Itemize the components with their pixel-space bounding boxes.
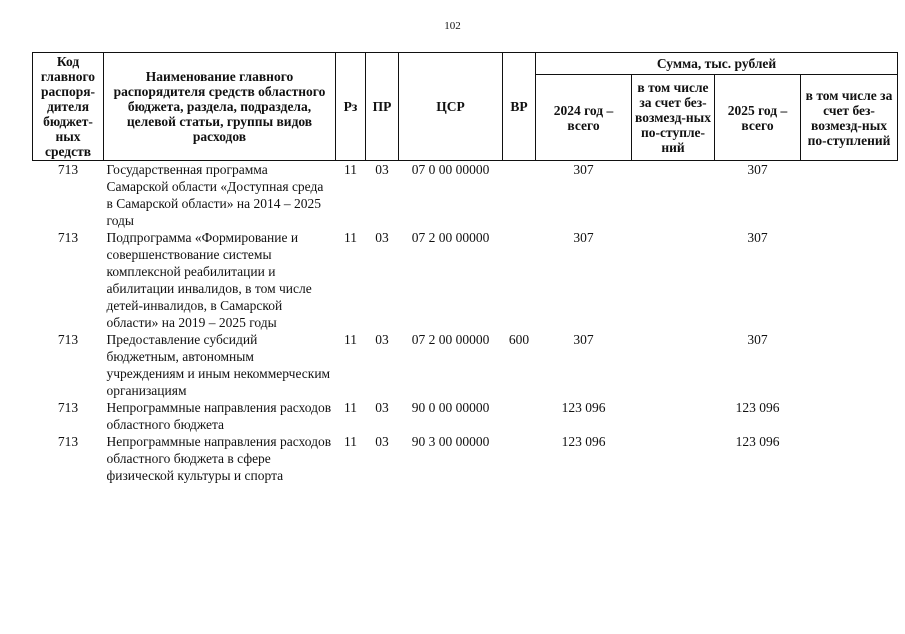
cell-2025-grants	[801, 331, 898, 399]
header-pr: ПР	[366, 53, 399, 161]
cell-name: Непрограммные направления расходов областного бюджета в сфере физической культуры и спорта	[106, 434, 332, 483]
cell-2025-total: 307	[747, 332, 768, 347]
cell-code: 713	[57, 332, 79, 347]
header-code: Код главного распоря-дителя бюджет-ных средств	[33, 53, 104, 161]
cell-csr: 07 0 00 00000	[411, 162, 490, 177]
cell-2024-grants	[632, 433, 715, 484]
cell-pr: 03	[375, 434, 389, 449]
header-csr: ЦСР	[399, 53, 503, 161]
header-name: Наименование главного распорядителя средств областного бюджета, раздела, подраздела, целевой статьи, группы видов расходов	[104, 53, 336, 161]
header-sum: Сумма, тыс. рублей	[536, 53, 898, 75]
cell-2024-total: 123 096	[561, 434, 606, 449]
table-row	[33, 399, 898, 433]
cell-pr: 03	[375, 400, 389, 415]
cell-2025-total: 123 096	[735, 434, 780, 449]
table-body	[33, 161, 898, 485]
table-row	[33, 433, 898, 484]
cell-2025-grants	[801, 399, 898, 433]
cell-csr: 90 3 00 00000	[411, 434, 490, 449]
cell-2024-grants	[632, 229, 715, 331]
table-row	[33, 331, 898, 399]
budget-table	[32, 52, 898, 484]
cell-name: Непрограммные направления расходов областного бюджета	[106, 400, 332, 432]
header-2025-total: 2025 год – всего	[715, 75, 801, 161]
cell-rz: 11	[344, 332, 357, 347]
table-row	[33, 161, 898, 230]
page-number: 102	[444, 20, 461, 32]
cell-rz: 11	[344, 434, 357, 449]
cell-vr	[503, 161, 536, 230]
header-rz: Рз	[336, 53, 366, 161]
cell-2024-grants	[632, 399, 715, 433]
cell-rz: 11	[344, 230, 357, 245]
cell-csr: 90 0 00 00000	[411, 400, 490, 415]
cell-2024-total: 123 096	[561, 400, 606, 415]
header-vr: ВР	[503, 53, 536, 161]
cell-vr	[503, 399, 536, 433]
cell-2025-grants	[801, 161, 898, 230]
cell-2024-total: 307	[573, 332, 594, 347]
cell-pr: 03	[375, 230, 389, 245]
header-2024-total: 2024 год – всего	[536, 75, 632, 161]
cell-2024-grants	[632, 161, 715, 230]
cell-code: 713	[57, 400, 79, 415]
cell-2024-total: 307	[573, 162, 594, 177]
cell-pr: 03	[375, 162, 389, 177]
cell-name: Государственная программа Самарской области «Доступная среда в Самарской области» на 2014 – 2025 годы	[106, 162, 324, 228]
cell-2025-grants	[801, 229, 898, 331]
cell-code: 713	[57, 434, 79, 449]
header-2024-grants: в том числе за счет без-возмезд-ных по-ступле-ний	[632, 75, 715, 161]
cell-name: Подпрограмма «Формирование и совершенствование системы комплексной реабилитации и абилитации инвалидов, в том числе детей-инвалидов, в Самарской области» на 2019 – 2025 годы	[106, 230, 312, 330]
cell-2025-total: 307	[747, 162, 768, 177]
cell-vr: 600	[508, 332, 530, 347]
cell-2024-grants	[632, 331, 715, 399]
cell-rz: 11	[344, 400, 357, 415]
cell-2025-grants	[801, 433, 898, 484]
cell-2024-total: 307	[573, 230, 594, 245]
cell-rz: 11	[344, 162, 357, 177]
cell-name: Предоставление субсидий бюджетным, автономным учреждениям и иным некоммерческим организациям	[106, 332, 331, 398]
cell-code: 713	[57, 162, 79, 177]
cell-2025-total: 307	[747, 230, 768, 245]
cell-code: 713	[57, 230, 79, 245]
header-2025-grants: в том числе за счет без-возмезд-ных по-ступлений	[801, 75, 898, 161]
cell-vr	[503, 433, 536, 484]
cell-pr: 03	[375, 332, 389, 347]
cell-csr: 07 2 00 00000	[411, 332, 490, 347]
table-row	[33, 229, 898, 331]
cell-csr: 07 2 00 00000	[411, 230, 490, 245]
cell-2025-total: 123 096	[735, 400, 780, 415]
cell-vr	[503, 229, 536, 331]
header-row-top	[33, 53, 898, 75]
